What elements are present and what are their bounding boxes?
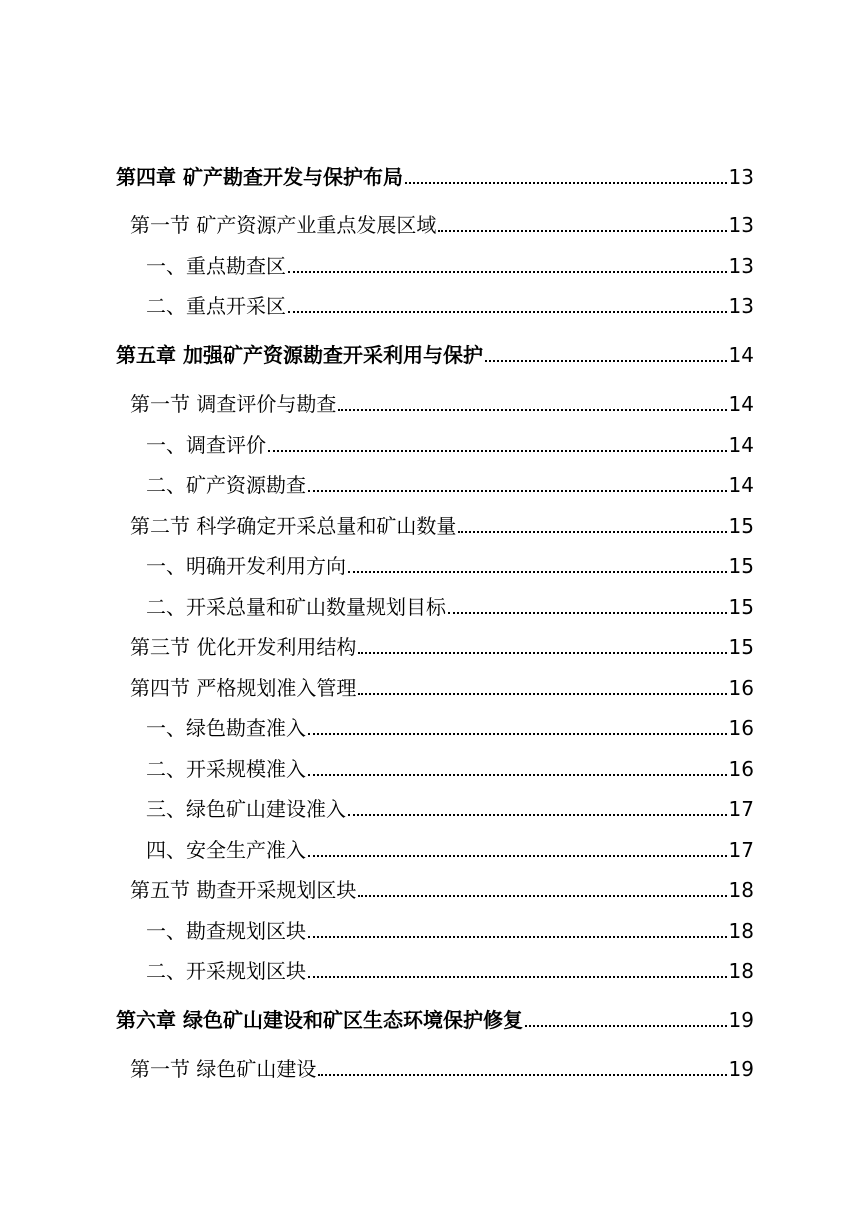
toc-entry-title: 第一节 绿色矿山建设 <box>130 1057 317 1081</box>
dot-leader <box>525 1025 727 1027</box>
dot-leader <box>485 360 727 362</box>
toc-entry-title: 二、开采规模准入 <box>146 757 306 781</box>
dot-leader <box>308 936 727 938</box>
toc-page-number: 14 <box>728 392 754 416</box>
toc-entry-title: 第三节 优化开发利用结构 <box>130 635 357 659</box>
dot-leader <box>308 774 727 776</box>
toc-page-number: 15 <box>728 635 754 659</box>
toc-entry-title: 三、绿色矿山建设准入 <box>146 797 346 821</box>
toc-entry-title: 第六章 绿色矿山建设和矿区生态环境保护修复 <box>116 1008 523 1032</box>
dot-leader <box>338 409 726 411</box>
toc-entry-subsection[interactable] <box>0 428 860 458</box>
toc-entry-subsection[interactable] <box>0 549 860 579</box>
toc-page-number: 14 <box>728 343 754 367</box>
toc-entry-subsection[interactable] <box>0 590 860 620</box>
toc-page-number: 15 <box>728 554 754 578</box>
dot-leader <box>405 182 727 184</box>
toc-entry-title: 一、重点勘查区 <box>146 254 286 278</box>
toc-page-number: 13 <box>728 213 754 237</box>
dot-leader <box>308 733 727 735</box>
toc-entry-title: 二、矿产资源勘查 <box>146 473 306 497</box>
toc-entry-title: 第四节 严格规划准入管理 <box>130 676 357 700</box>
dot-leader <box>448 612 727 614</box>
toc-page-number: 15 <box>728 595 754 619</box>
toc-entry-title: 一、调查评价 <box>146 433 266 457</box>
toc-entry-chapter[interactable] <box>0 160 860 190</box>
toc-page-number: 16 <box>728 676 754 700</box>
toc-page-number: 14 <box>728 433 754 457</box>
toc-entry-title: 二、重点开采区 <box>146 294 286 318</box>
dot-leader <box>308 976 727 978</box>
toc-page-number: 16 <box>728 757 754 781</box>
toc-entry-title: 一、明确开发利用方向 <box>146 554 346 578</box>
dot-leader <box>348 571 727 573</box>
toc-entry-subsection[interactable] <box>0 249 860 279</box>
toc-entry-subsection[interactable] <box>0 468 860 498</box>
dot-leader <box>318 1074 726 1076</box>
toc-entry-title: 第五节 勘查开采规划区块 <box>130 878 357 902</box>
toc-entry-title: 第五章 加强矿产资源勘查开采利用与保护 <box>116 343 483 367</box>
toc-entry-title: 四、安全生产准入 <box>146 838 306 862</box>
dot-leader <box>358 895 726 897</box>
toc-entry-subsection[interactable] <box>0 914 860 944</box>
dot-leader <box>288 271 727 273</box>
dot-leader <box>458 531 726 533</box>
dot-leader <box>438 230 726 232</box>
dot-leader <box>358 652 726 654</box>
toc-entry-title: 第四章 矿产勘查开发与保护布局 <box>116 165 403 189</box>
toc-entry-section[interactable] <box>0 509 860 539</box>
toc-entry-chapter[interactable] <box>0 1003 860 1033</box>
toc-page-number: 19 <box>728 1057 754 1081</box>
toc-entry-chapter[interactable] <box>0 338 860 368</box>
toc-entry-subsection[interactable] <box>0 954 860 984</box>
toc-entry-section[interactable] <box>0 671 860 701</box>
toc-page-number: 17 <box>728 838 754 862</box>
toc-entry-subsection[interactable] <box>0 289 860 319</box>
toc-entry-section[interactable] <box>0 873 860 903</box>
toc-entry-title: 第一节 调查评价与勘查 <box>130 392 337 416</box>
toc-entry-subsection[interactable] <box>0 711 860 741</box>
toc-page-number: 18 <box>728 878 754 902</box>
toc-entry-title: 第二节 科学确定开采总量和矿山数量 <box>130 514 457 538</box>
toc-page-number: 18 <box>728 919 754 943</box>
toc-entry-title: 二、开采总量和矿山数量规划目标 <box>146 595 446 619</box>
toc-page-number: 17 <box>728 797 754 821</box>
toc-page-number: 16 <box>728 716 754 740</box>
dot-leader <box>288 311 727 313</box>
toc-entry-title: 一、勘查规划区块 <box>146 919 306 943</box>
toc-entry-title: 一、绿色勘查准入 <box>146 716 306 740</box>
dot-leader <box>358 693 726 695</box>
toc-page-number: 13 <box>728 294 754 318</box>
dot-leader <box>308 855 727 857</box>
toc-entry-section[interactable] <box>0 208 860 238</box>
toc-page-number: 13 <box>728 165 754 189</box>
toc-page-number: 15 <box>728 514 754 538</box>
toc-entry-section[interactable] <box>0 630 860 660</box>
toc-entry-title: 二、开采规划区块 <box>146 959 306 983</box>
toc-page-number: 14 <box>728 473 754 497</box>
toc-entry-section[interactable] <box>0 387 860 417</box>
dot-leader <box>308 490 727 492</box>
toc-entry-section[interactable] <box>0 1052 860 1082</box>
dot-leader <box>348 814 727 816</box>
toc-page-number: 13 <box>728 254 754 278</box>
toc-entry-subsection[interactable] <box>0 792 860 822</box>
toc-entry-title: 第一节 矿产资源产业重点发展区域 <box>130 213 437 237</box>
toc-page-number: 19 <box>728 1008 754 1032</box>
toc-entry-subsection[interactable] <box>0 752 860 782</box>
toc-entry-subsection[interactable] <box>0 833 860 863</box>
toc-page-number: 18 <box>728 959 754 983</box>
dot-leader <box>268 450 727 452</box>
